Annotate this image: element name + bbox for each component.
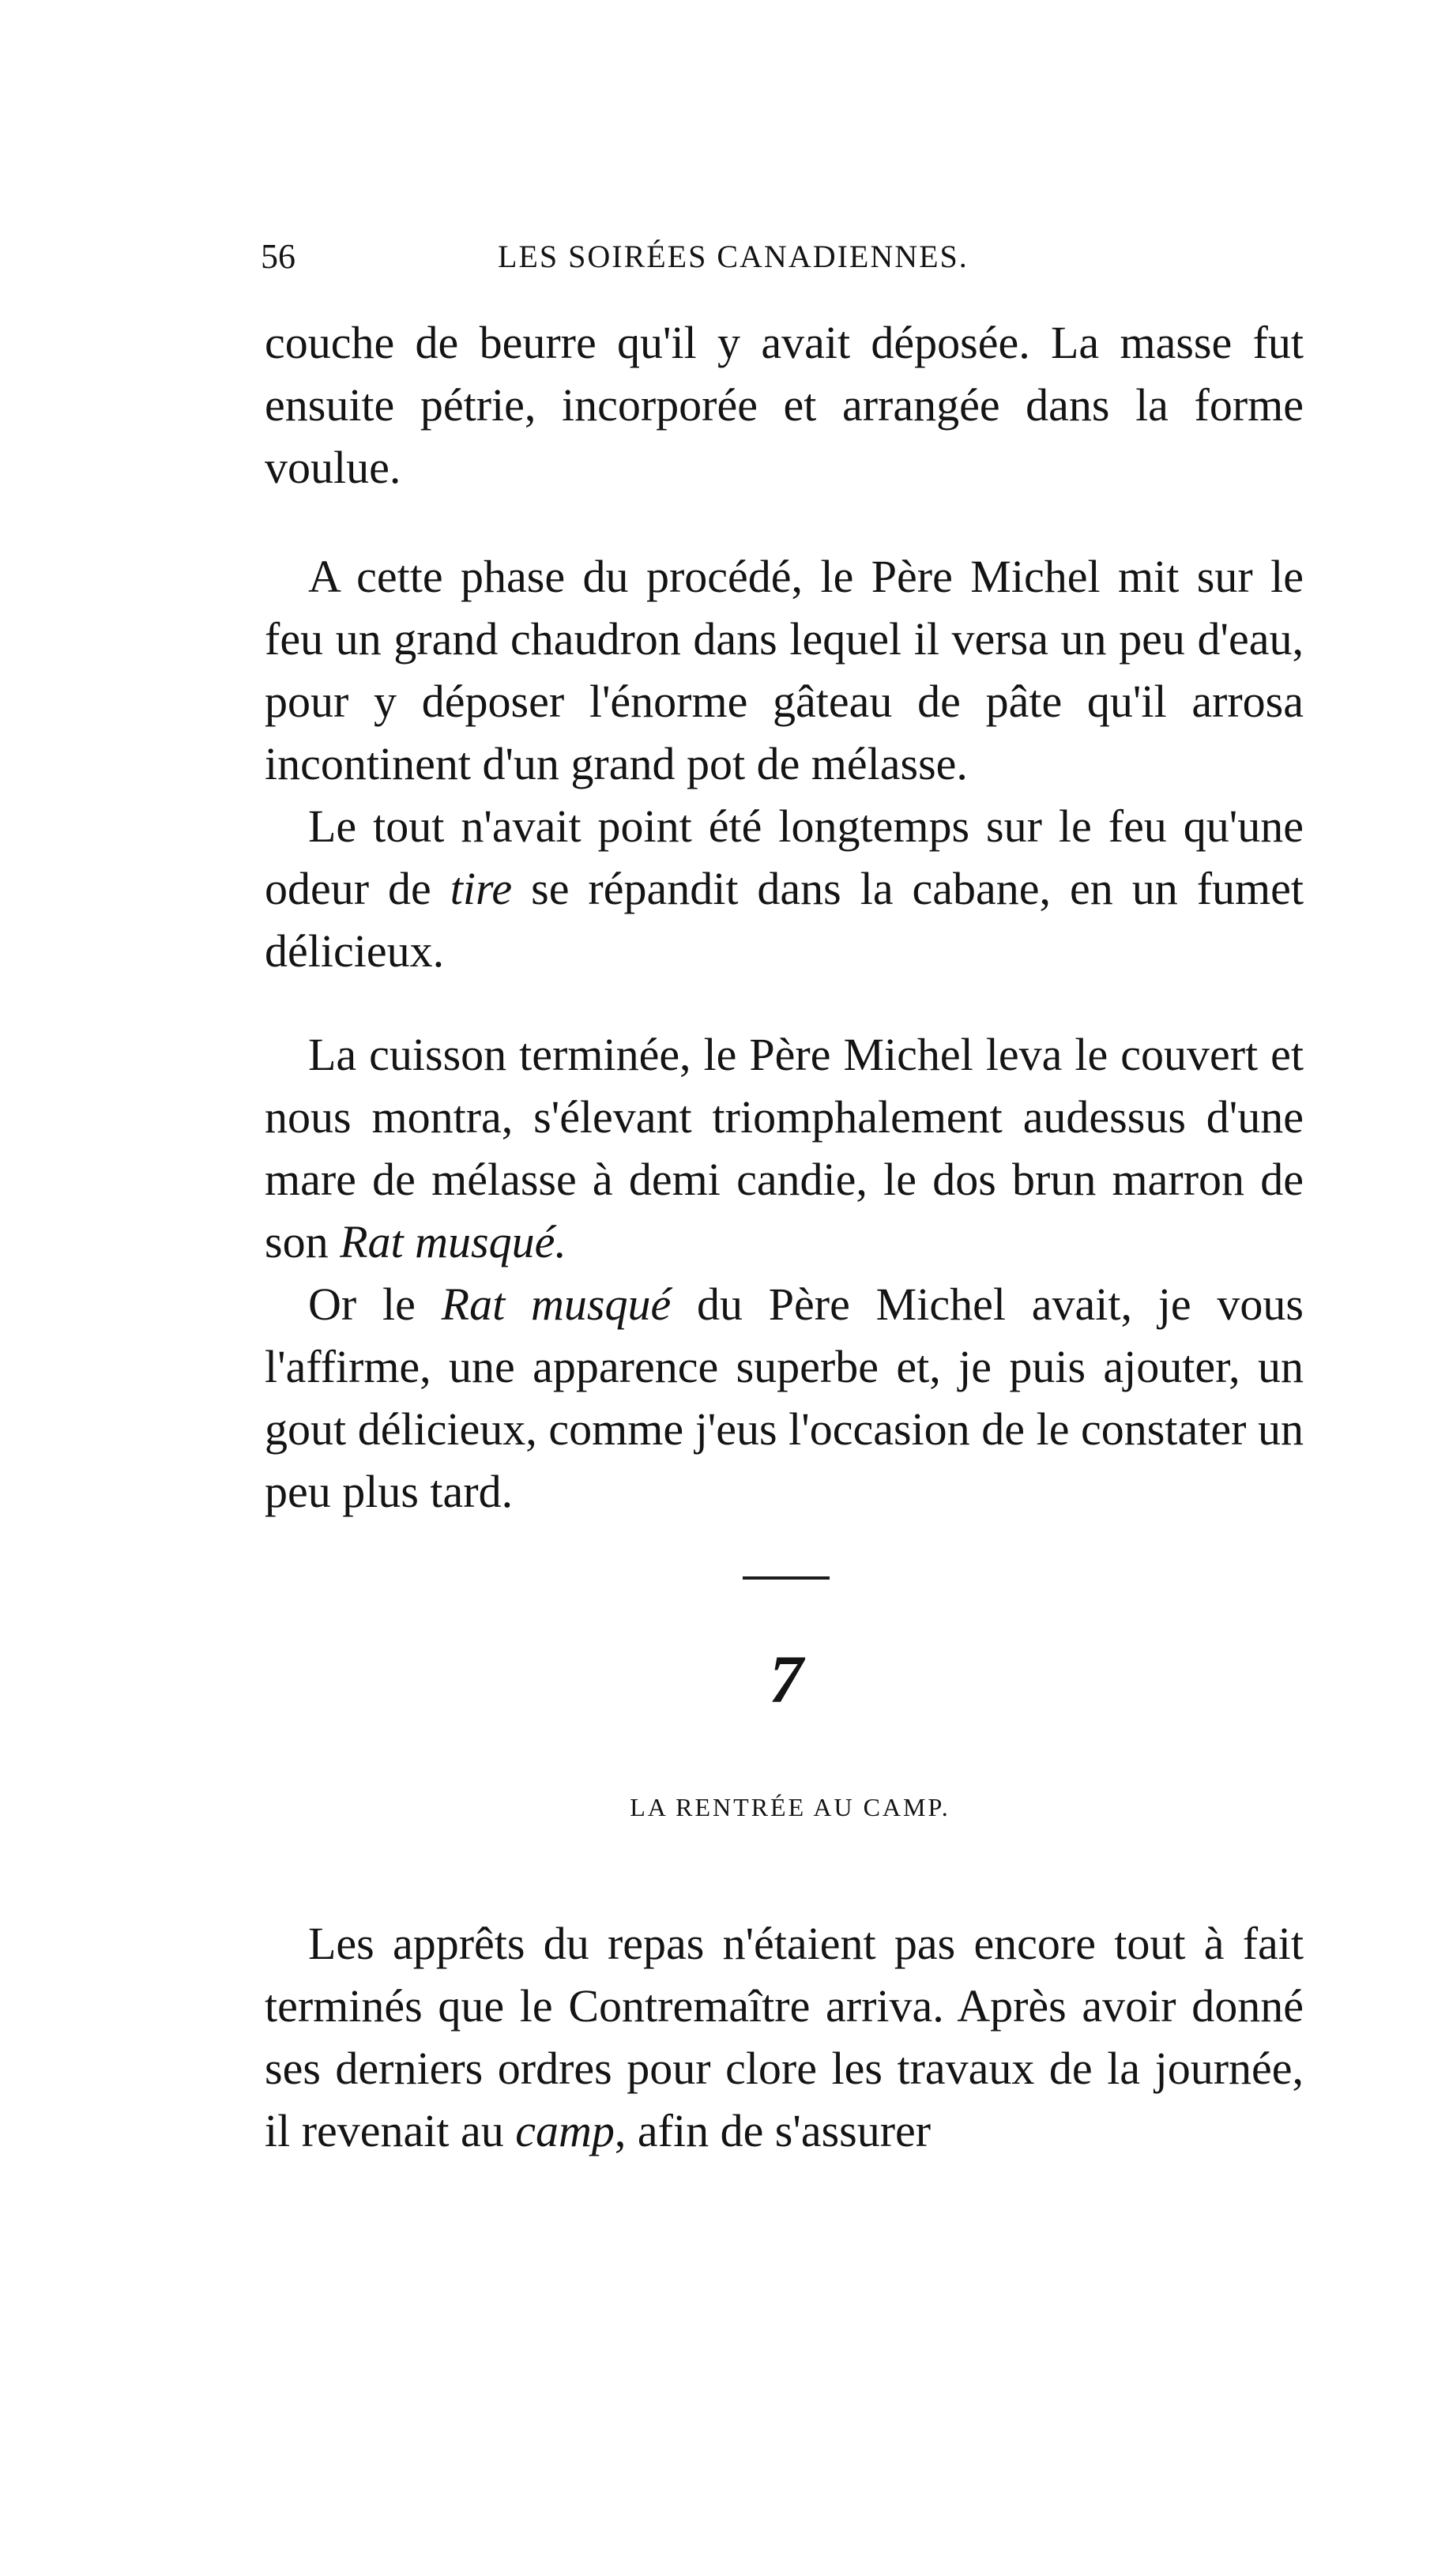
- page-header: [261, 229, 1327, 284]
- section-separator: [743, 1576, 830, 1580]
- paragraph-6: [265, 1912, 1304, 2162]
- paragraph-4: [265, 1023, 1304, 1273]
- running-title: LES SOIRÉES CANADIENNES.: [498, 239, 969, 274]
- paragraph-6-text-a: Les apprêts du repas n'étaient pas encore tout à fait terminés que le Contremaître arriva. Après avoir donné ses derniers ordres pour clore les travaux de la journée, il revenait au: [265, 1918, 1304, 2156]
- page-number: 56: [261, 237, 295, 276]
- paragraph-3-text-b: se répandit dans la cabane, en un fumet délicieux.: [265, 863, 1304, 977]
- text-block-chapter-start: [265, 1912, 1304, 2162]
- text-block-procedure: [265, 545, 1304, 982]
- paragraph-4-text-a: La cuisson terminée, le Père Michel leva le couvert et nous montra, s'élevant triomphalement audessus d'une mare de mélasse à demi candie, le dos brun marron de son: [265, 1029, 1304, 1267]
- paragraph-4-italic: Rat musqué.: [340, 1216, 566, 1267]
- chapter-title: LA RENTRÉE AU CAMP.: [630, 1793, 950, 1821]
- paragraph-6-text-b: , afin de s'assurer: [614, 2105, 932, 2156]
- paragraph-2: A cette phase du procédé, le Père Michel mit sur le feu un grand chaudron dans lequel il versa un peu d'eau, pour y déposer l'énorme gâteau de pâte qu'il arrosa incontinent d'un grand pot de mélasse.: [265, 551, 1304, 789]
- text-block-opening: [265, 311, 1304, 499]
- paragraph-5-text-a: Or le: [308, 1279, 442, 1330]
- paragraph-5-text-b: du Père Michel avait, je vous l'affirme, une apparence superbe et, je puis ajouter, un gout délicieux, comme j'eus l'occasion de le constater un peu plus tard.: [265, 1279, 1304, 1517]
- paragraph-6-italic: camp: [515, 2105, 615, 2156]
- paragraph-3: [265, 795, 1304, 982]
- paragraph-5-italic: Rat musqué: [441, 1279, 672, 1330]
- paragraph-3-text-a: Le tout n'avait point été longtemps sur le feu qu'une odeur de: [265, 800, 1304, 914]
- paragraph-5: [265, 1273, 1304, 1523]
- paragraph-3-italic: tire: [450, 863, 513, 914]
- paragraph-1: couche de beurre qu'il y avait déposée. La masse fut ensuite pétrie, incorporée et arrangée dans la forme voulue.: [265, 317, 1304, 493]
- text-block-result: [265, 1023, 1304, 1523]
- chapter-number: 7: [769, 1641, 804, 1717]
